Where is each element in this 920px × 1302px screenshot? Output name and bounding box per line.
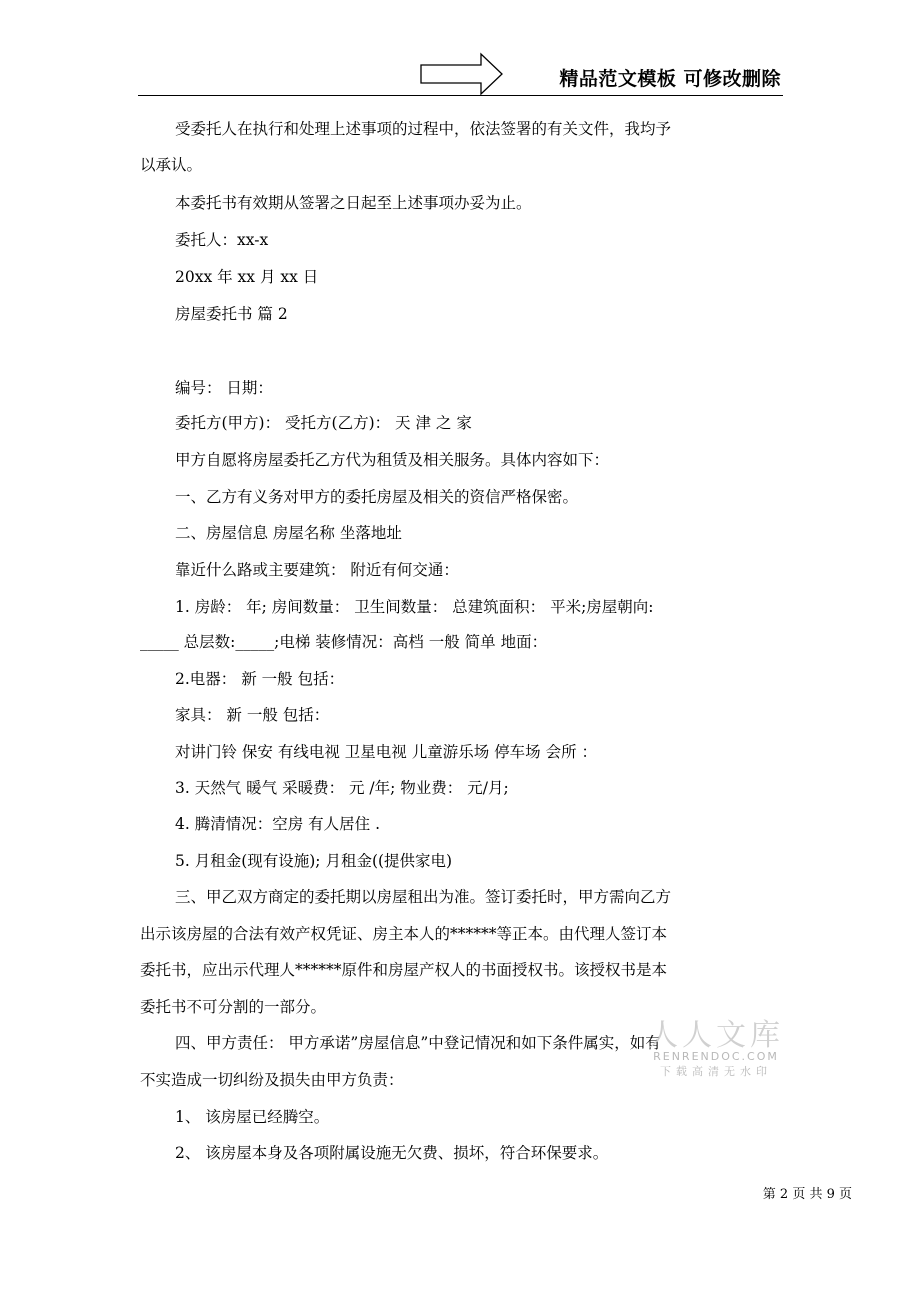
paragraph-line: 3. 天然气 暖气 采暖费： 元 /年; 物业费： 元/月; — [175, 779, 509, 797]
page-header — [138, 50, 783, 98]
paragraph-line: 编号： 日期： — [175, 379, 273, 397]
watermark-url: RENRENDOC.COM — [653, 1050, 779, 1063]
paragraph-line: 家具： 新 一般 包括： — [175, 706, 330, 724]
paragraph-line: 委托方(甲方)： 受托方(乙方)： 天 津 之 家 — [175, 414, 472, 432]
paragraph-line: 4. 腾清情况：空房 有人居住 . — [175, 815, 380, 833]
paragraph-line: 甲方自愿将房屋委托乙方代为租赁及相关服务。具体内容如下： — [175, 451, 610, 469]
paragraph-line: 5. 月租金(现有设施); 月租金((提供家电) — [175, 852, 453, 870]
paragraph-line: 受委托人在执行和处理上述事项的过程中，依法签署的有关文件，我均予 — [175, 120, 672, 138]
paragraph-line: 靠近什么路或主要建筑： 附近有何交通： — [175, 561, 459, 579]
section-title: 房屋委托书 篇 2 — [175, 305, 288, 323]
paragraph-line: 20xx 年 xx 月 xx 日 — [175, 268, 319, 286]
paragraph-line: 以承认。 — [140, 156, 203, 174]
paragraph-line: 委托书，应出示代理人******原件和房屋产权人的书面授权书。该授权书是本 — [140, 961, 668, 979]
watermark-tagline: 下载高清无水印 — [660, 1065, 772, 1078]
paragraph-line: 1、 该房屋已经腾空。 — [175, 1108, 330, 1126]
header-rule — [138, 95, 783, 96]
paragraph-line: 四、甲方责任： 甲方承诺”房屋信息”中登记情况和如下条件属实，如有 — [175, 1034, 661, 1052]
paragraph-line: 二、房屋信息 房屋名称 坐落地址 — [175, 524, 402, 542]
paragraph-line: 出示该房屋的合法有效产权凭证、房主本人的******等正本。由代理人签订本 — [140, 925, 668, 943]
paragraph-line: 2、 该房屋本身及各项附属设施无欠费、损坏，符合环保要求。 — [175, 1144, 609, 1162]
header-title: 精品范文模板 可修改删除 — [559, 68, 781, 90]
watermark — [648, 1010, 784, 1079]
paragraph-line: 不实造成一切纠纷及损失由甲方负责： — [140, 1071, 404, 1089]
paragraph-line: 对讲门铃 保安 有线电视 卫星电视 儿童游乐场 停车场 会所 ： — [175, 743, 597, 761]
paragraph-line: 本委托书有效期从签署之日起至上述事项办妥为止。 — [175, 194, 532, 212]
paragraph-line: 委托人：xx-x — [175, 231, 269, 249]
paragraph-line: 三、甲乙双方商定的委托期以房屋租出为准。签订委托时，甲方需向乙方 — [175, 888, 672, 906]
paragraph-line: 委托书不可分割的一部分。 — [140, 998, 327, 1016]
paragraph-line: _____ 总层数:_____;电梯 装修情况：高档 一般 简单 地面： — [140, 633, 548, 651]
paragraph-line: 2.电器： 新 一般 包括： — [175, 670, 345, 688]
watermark-brand: 人人文库 — [648, 1018, 784, 1053]
paragraph-line: 1. 房龄： 年; 房间数量： 卫生间数量： 总建筑面积： 平米;房屋朝向: — [175, 598, 654, 616]
page-number: 第 2 页 共 9 页 — [762, 1187, 852, 1202]
paragraph-line: 一、乙方有义务对甲方的委托房屋及相关的资信严格保密。 — [175, 488, 579, 506]
arrow-right-icon — [420, 52, 504, 96]
